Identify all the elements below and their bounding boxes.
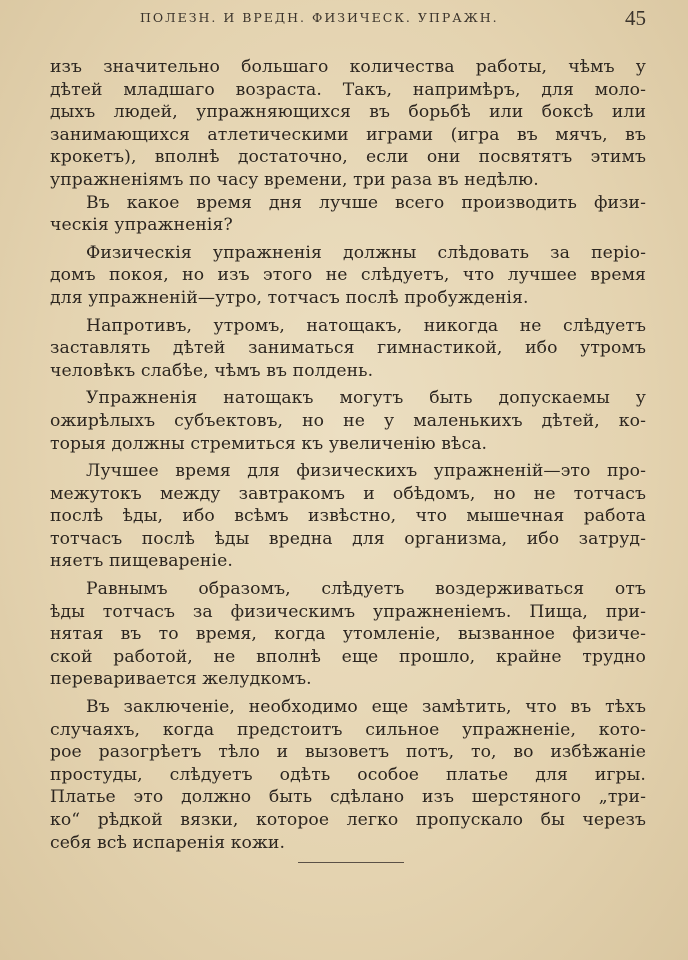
text-line: ко“ рѣдкой вязки, которое легко пропускало бы черезъ (50, 810, 646, 830)
text-line: дѣтей младшаго возраста. Такъ, напримѣръ, для моло- (50, 79, 646, 100)
text-line: торыя должны стремиться къ увеличенію вѣса. (50, 433, 488, 454)
text-line: домъ покоя, но изъ этого не слѣдуетъ, что лучшее время (50, 265, 646, 286)
text-line: человѣкъ слабѣе, чѣмъ въ полдень. (50, 360, 374, 381)
text-line: занимающихся атлетическими играми (игра въ мячъ, въ (50, 124, 646, 145)
text-line: Напротивъ, утромъ, натощакъ, никогда не слѣдуетъ (86, 315, 646, 336)
text-line: няетъ пищевареніе. (50, 551, 233, 572)
text-line: упражненіямъ по часу времени, три раза въ недѣлю. (50, 169, 539, 190)
text-line: изъ значительно большагo количества работы, чѣмъ у (50, 57, 646, 77)
text-line: заставлять дѣтей заниматься гимнастикой, ибо утромъ (50, 338, 646, 359)
text-line: Упражненія натощакъ могутъ быть допускаемы у (86, 388, 646, 409)
text-line: послѣ ѣды, ибо всѣмъ извѣстно, что мышечная работа (50, 506, 646, 527)
page-number: 45 (625, 6, 646, 30)
text-line: межутокъ между завтракомъ и обѣдомъ, но не тотчасъ (50, 483, 646, 504)
text-line: для упражненій—утро, тотчасъ послѣ пробужденія. (50, 287, 529, 308)
text-line: себя всѣ испаренія кожи. (50, 832, 286, 853)
body-text (50, 56, 646, 854)
text-line: дыхъ людей, упражняющихся въ борьбѣ или боксѣ или (50, 102, 646, 123)
text-line: простуды, слѣдуетъ одѣть особое платье для игры. (50, 764, 646, 785)
text-line: ожирѣлыхъ субъектовъ, но не у маленькихъ дѣтей, ко- (50, 410, 646, 431)
text-line: Физическія упражненія должны слѣдовать за періо- (86, 242, 646, 263)
text-line: нятая въ то время, когда утомленіе, вызванное физиче- (50, 624, 646, 645)
text-line: тотчасъ послѣ ѣды вредна для организма, ибо затруд- (50, 528, 646, 549)
text-line: крокетъ), вполнѣ достаточно, если они посвятятъ этимъ (50, 147, 646, 168)
text-line: Въ какое время дня лучше всего производить физи- (86, 192, 646, 213)
end-rule (298, 862, 404, 863)
text-line: ческія упражненія? (50, 215, 233, 236)
text-line: Равнымъ образомъ, слѣдуетъ воздерживаться отъ (86, 579, 646, 600)
running-head: ПОЛЕЗН. И ВРЕДН. ФИЗИЧЕСК. УПРАЖН. (140, 10, 499, 25)
text-line: Платье это должно быть сдѣлано изъ шерстяного „три- (50, 787, 646, 808)
text-line: случаяхъ, когда предстоитъ сильное упражненіе, кото- (50, 719, 646, 740)
text-line: Въ заключеніе, необходимо еще замѣтить, что въ тѣхъ (86, 697, 646, 718)
text-line: Лучшее время для физическихъ упражненій—это про- (86, 461, 646, 482)
text-line: ѣды тотчасъ за физическимъ упражненіемъ. Пища, при- (50, 601, 646, 622)
text-line: переваривается желудкомъ. (50, 669, 312, 690)
text-line: ской работой, не вполнѣ еще прошло, крайне трудно (50, 646, 646, 667)
text-line: рое разогрѣетъ тѣло и вызоветъ потъ, то, во избѣжаніе (50, 742, 646, 763)
